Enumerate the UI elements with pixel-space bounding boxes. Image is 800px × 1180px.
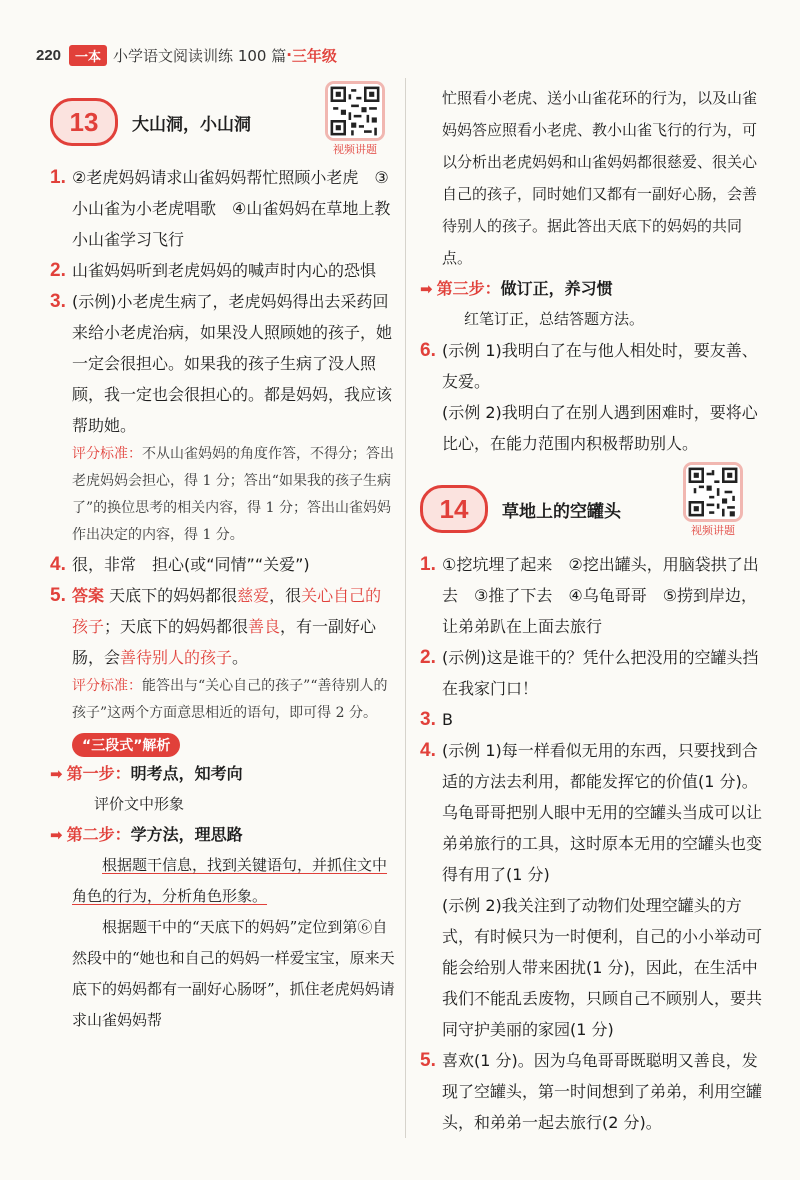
answer-part: 天底下的妈妈都很 bbox=[104, 586, 238, 605]
l13-answer-3 bbox=[50, 286, 395, 441]
step-3-note: 红笔订正，总结答题方法。 bbox=[464, 310, 645, 328]
lesson-number-badge: 13 bbox=[50, 98, 118, 146]
answer-number: 2. bbox=[420, 647, 436, 668]
page-header bbox=[36, 42, 337, 68]
qr-label: 视频讲题 bbox=[691, 524, 735, 537]
answer-keyword: 善良 bbox=[248, 617, 281, 636]
answer-text: B bbox=[442, 710, 453, 729]
l14-answer-4 bbox=[420, 735, 765, 1045]
answer-text: ②老虎妈妈请求山雀妈妈帮忙照顾小老虎 ③小山雀为小老虎唱歌 ④山雀妈妈在草地上教小山雀学习飞行 bbox=[72, 168, 391, 249]
answer-number: 1. bbox=[50, 167, 66, 188]
lesson-14-heading bbox=[420, 469, 765, 549]
qr-code-icon bbox=[328, 84, 382, 138]
arrow-right-icon: ➡ bbox=[420, 280, 433, 298]
grade-separator: · bbox=[286, 46, 292, 64]
l13-answer-1 bbox=[50, 162, 395, 255]
answer-number: 5. bbox=[420, 1050, 436, 1071]
qr-video-lesson-14[interactable] bbox=[678, 465, 748, 539]
step-2 bbox=[50, 820, 395, 850]
answer-keyword: 善待别人的孩子 bbox=[120, 648, 233, 667]
answer-text: ①挖坑埋了起来 ②挖出罐头，用脑袋拱了出去 ③推了下去 ④乌龟哥哥 ⑤捞到岸边，让弟弟趴在上面去旅行 bbox=[442, 555, 759, 636]
step-label: 第一步： bbox=[66, 764, 131, 783]
criteria-label: 评分标准： bbox=[72, 446, 142, 462]
answer-text: 山雀妈妈听到老虎妈妈的喊声时内心的恐惧 bbox=[72, 261, 377, 280]
answer-text: (示例)这是谁干的？凭什么把没用的空罐头挡在我家门口！ bbox=[442, 648, 759, 698]
answer-part: ；天底下的妈妈都很 bbox=[104, 617, 249, 636]
step-2-para-2: 根据题干中的“天底下的妈妈”定位到第⑥自然段中的“她也和自己的妈妈一样爱宝宝，原来天底下的妈妈都有一副好心肠呀”，抓住老虎妈妈请求山雀妈妈帮 bbox=[72, 918, 395, 1029]
l13-answer-5 bbox=[50, 580, 395, 673]
answer-number: 2. bbox=[50, 260, 66, 281]
answer-text: 喜欢(1 分)。因为乌龟哥哥既聪明又善良，发现了空罐头，第一时间想到了弟弟，利用空罐头，和弟弟一起去旅行(2 分)。 bbox=[442, 1051, 763, 1132]
brand-logo: 一本 bbox=[69, 45, 107, 66]
column-divider bbox=[405, 78, 406, 1138]
step-label: 第二步： bbox=[66, 825, 131, 844]
book-title: 小学语文阅读训练 100 篇 bbox=[113, 46, 287, 65]
answer-example-2: (示例 2)我明白了在别人遇到困难时，要将心比心，在能力范围内积极帮助别人。 bbox=[442, 403, 758, 453]
answer-number: 1. bbox=[420, 554, 436, 575]
answer-text bbox=[72, 580, 395, 673]
lesson-13-heading bbox=[50, 82, 395, 162]
right-column bbox=[420, 82, 765, 1138]
answer-part: ，很 bbox=[269, 586, 302, 605]
criteria-text: 能答出与“关心自己的孩子”“善待别人的孩子”这两个方面意思相近的语句，即可得 2 分。 bbox=[72, 678, 388, 721]
l13-criteria-3 bbox=[50, 441, 395, 549]
l14-answer-5 bbox=[420, 1045, 765, 1138]
answer-keyword: 关心自己的孩子 bbox=[72, 586, 382, 636]
lesson-title: 大山洞，小山洞 bbox=[132, 114, 251, 135]
left-column bbox=[50, 82, 395, 1036]
answer-text: (示例)小老虎生病了，老虎妈妈得出去采药回来给小老虎治病，如果没人照顾她的孩子，她一定会很担心。如果我的孩子生病了没人照顾，我一定也会很担心的。都是妈妈，我应该帮助她。 bbox=[72, 292, 393, 435]
answer-label: 答案 bbox=[72, 586, 105, 605]
qr-video-lesson-13[interactable] bbox=[320, 84, 390, 158]
answer-number: 3. bbox=[50, 291, 66, 312]
arrow-right-icon: ➡ bbox=[50, 826, 63, 844]
lesson-number-badge: 14 bbox=[420, 485, 488, 533]
answer-number: 4. bbox=[420, 740, 436, 761]
page-number: 220 bbox=[36, 46, 62, 64]
step-label: 第三步： bbox=[436, 279, 501, 298]
step-2-para-1: 根据题干信息，找到关键语句，并抓住文中角色的行为，分析角色形象。 bbox=[72, 856, 388, 905]
step-title: 做订正，养习惯 bbox=[500, 279, 613, 298]
qr-label: 视频讲题 bbox=[333, 143, 377, 156]
l14-answer-3 bbox=[420, 704, 765, 735]
l13-answer-2 bbox=[50, 255, 395, 286]
grade-label: 三年级 bbox=[291, 46, 337, 65]
answer-keyword: 慈爱 bbox=[237, 586, 270, 605]
lesson-title: 草地上的空罐头 bbox=[502, 501, 621, 522]
qr-code-icon bbox=[686, 465, 740, 519]
step-title: 学方法，理思路 bbox=[130, 825, 243, 844]
answer-part: 。 bbox=[232, 648, 249, 667]
arrow-right-icon: ➡ bbox=[50, 765, 63, 783]
answer-example-1: (示例 1)每一样看似无用的东西，只要找到合适的方法去利用，都能发挥它的价值(1 分)。乌龟哥哥把别人眼中无用的空罐头当成可以让弟弟旅行的工具，这时原本无用的空罐头也变得有用了(1 分) bbox=[442, 741, 763, 884]
l14-answer-2 bbox=[420, 642, 765, 704]
step-3 bbox=[420, 274, 765, 304]
answer-example-1: (示例 1)我明白了在与他人相处时，要友善、友爱。 bbox=[442, 341, 758, 391]
l13-answer-6 bbox=[420, 335, 765, 459]
answer-number: 4. bbox=[50, 554, 66, 575]
analysis-continued: 忙照看小老虎、送小山雀花环的行为，以及山雀妈妈答应照看小老虎、教小山雀飞行的行为，可以分析出老虎妈妈和山雀妈妈都很慈爱、很关心自己的孩子，同时她们又都有一副好心肠，会善待别人的孩子。据此答出天底下的妈妈的共同点。 bbox=[442, 89, 758, 267]
answer-number: 5. bbox=[50, 585, 66, 606]
analysis-label: “三段式”解析 bbox=[72, 733, 180, 757]
l14-answer-1 bbox=[420, 549, 765, 642]
answer-example-2: (示例 2)我关注到了动物们处理空罐头的方式，有时候只为一时便利，自己的小小举动可能会给别人带来困扰(1 分)，因此，在生活中我们不能乱丢废物，只顾自己不顾别人，要共同守护美丽的家园(1 分) bbox=[442, 896, 763, 1039]
answer-text: 很，非常 担心(或“同情”“关爱”) bbox=[72, 555, 310, 574]
l13-criteria-5 bbox=[50, 673, 395, 727]
step-1-note: 评价文中形象 bbox=[94, 795, 185, 813]
step-title: 明考点，知考向 bbox=[130, 764, 243, 783]
criteria-text: 不从山雀妈妈的角度作答，不得分；答出老虎妈妈会担心，得 1 分；答出“如果我的孩子生病了”的换位思考的相关内容，得 1 分；答出山雀妈妈作出决定的内容，得 1 分。 bbox=[72, 446, 394, 543]
l13-answer-4 bbox=[50, 549, 395, 580]
answer-number: 3. bbox=[420, 709, 436, 730]
answer-number: 6. bbox=[420, 340, 436, 361]
answer-part: ，有一副好心肠，会 bbox=[72, 617, 377, 667]
step-1 bbox=[50, 759, 395, 789]
criteria-label: 评分标准： bbox=[72, 678, 142, 694]
